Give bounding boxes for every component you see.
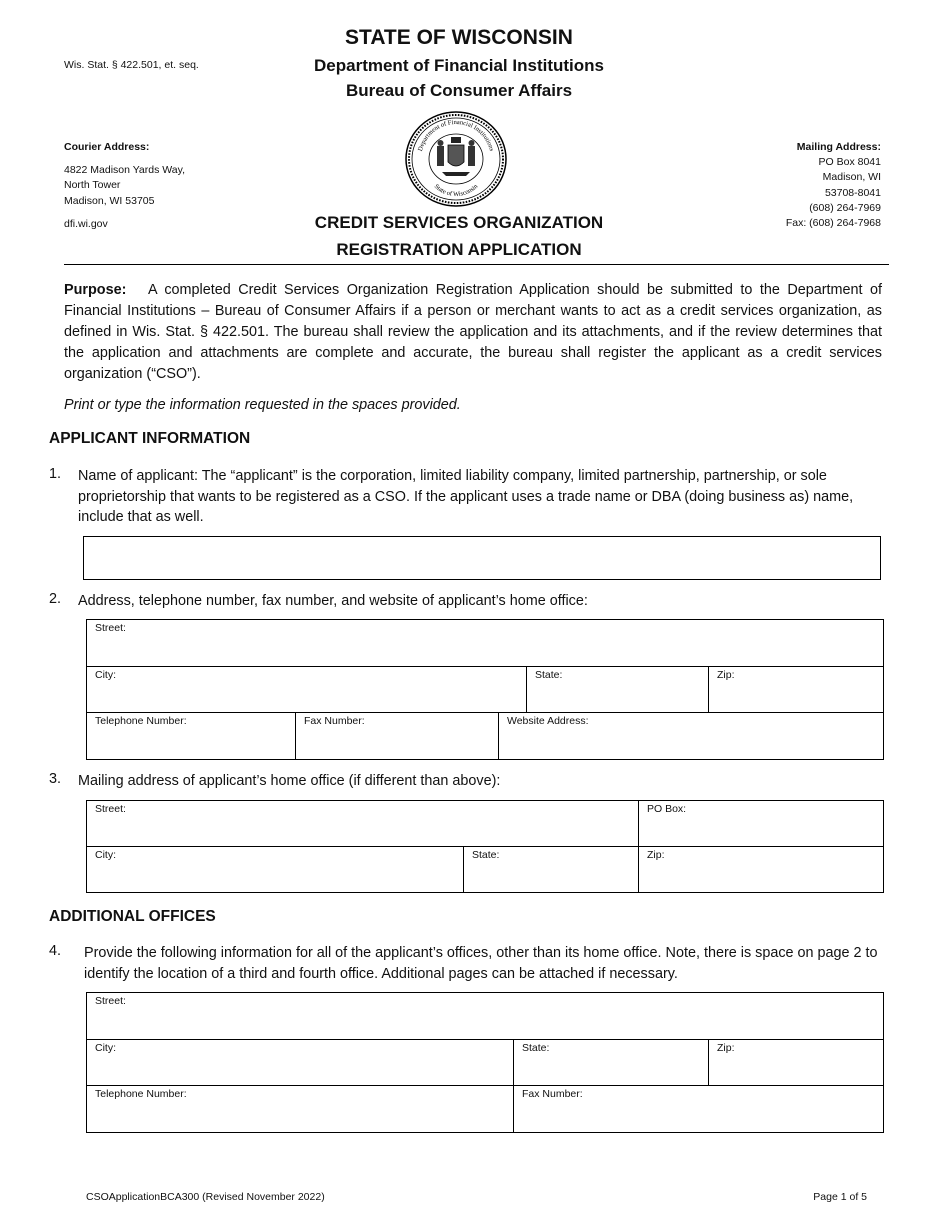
courier-address-block: [64, 140, 264, 232]
question-3-text: Mailing address of applicant’s home office (if different than above):: [78, 773, 501, 789]
header-divider: [64, 264, 889, 265]
street-label: Street:: [95, 622, 126, 634]
office-fax-field[interactable]: [513, 1085, 884, 1133]
courier-address-line3: Madison, WI 53705: [64, 194, 155, 207]
mailing-po-box-field[interactable]: [638, 800, 884, 847]
mailing-address-line1: PO Box 8041: [818, 156, 881, 169]
zip-label: Zip:: [647, 849, 665, 861]
telephone-label: Telephone Number:: [95, 715, 187, 727]
mailing-city-field[interactable]: [86, 846, 464, 893]
fax-label: Fax Number:: [304, 715, 365, 727]
home-office-street-field[interactable]: [86, 619, 884, 667]
state-title: STATE OF WISCONSIN: [345, 26, 573, 49]
courier-address-label: Courier Address:: [64, 141, 150, 153]
form-title-line2: REGISTRATION APPLICATION: [336, 240, 582, 259]
home-office-website-field[interactable]: [498, 712, 884, 760]
purpose-paragraph: [64, 280, 882, 385]
purpose-label: Purpose:: [64, 282, 127, 298]
applicant-name-input[interactable]: [83, 536, 881, 580]
mailing-address-line2: Madison, WI: [822, 171, 881, 184]
statute-reference: Wis. Stat. § 422.501, et. seq.: [64, 59, 199, 71]
home-office-state-field[interactable]: [526, 666, 709, 713]
office-telephone-field[interactable]: [86, 1085, 514, 1133]
question-4-text: Provide the following information for all of the applicant’s offices, other than its home office. Note, there is space on page 2 to identify the location of a third and fourth office. Additional pages can be attached if necessary.: [84, 945, 878, 982]
form-id: CSOApplicationBCA300 (Revised November 2022): [86, 1191, 325, 1203]
website-text: dfi.wi.gov: [64, 217, 108, 230]
street-label: Street:: [95, 803, 126, 815]
state-label: State:: [522, 1042, 550, 1054]
home-office-zip-field[interactable]: [708, 666, 884, 713]
city-label: City:: [95, 669, 116, 681]
mailing-zip-field[interactable]: [638, 846, 884, 893]
office-street-field[interactable]: [86, 992, 884, 1040]
form-title-line1: CREDIT SERVICES ORGANIZATION: [314, 213, 604, 232]
zip-label: Zip:: [717, 1042, 735, 1054]
office-state-field[interactable]: [513, 1039, 709, 1086]
question-1-text: Name of applicant: The “applicant” is the corporation, limited liability company, limited partnership, partnership, or sole proprietorship that wants to be registered as a CSO. If the applicant uses a trade name or DBA (doing business as) name, include that as well.: [78, 468, 854, 525]
home-office-fax-field[interactable]: [295, 712, 499, 760]
mailing-address-line3: 53708-8041: [824, 186, 881, 199]
po-box-label: PO Box:: [647, 803, 687, 815]
state-label: State:: [472, 849, 500, 861]
section-additional-offices: ADDITIONAL OFFICES: [49, 908, 216, 925]
department-title: Department of Financial Institutions: [314, 56, 604, 75]
office-zip-field[interactable]: [708, 1039, 884, 1086]
state-seal-icon: [404, 110, 508, 208]
zip-label: Zip:: [717, 669, 735, 681]
courier-address-line1: 4822 Madison Yards Way,: [64, 164, 186, 177]
website-label: Website Address:: [507, 715, 589, 727]
home-office-city-field[interactable]: [86, 666, 527, 713]
bureau-title: Bureau of Consumer Affairs: [345, 81, 573, 100]
mailing-street-field[interactable]: [86, 800, 639, 847]
state-label: State:: [535, 669, 563, 681]
question-2-number: 2.: [49, 591, 62, 607]
question-1-number: 1.: [49, 466, 62, 482]
question-3-number: 3.: [49, 771, 62, 787]
purpose-text: A completed Credit Services Organization Registration Application should be submitted to the Department of Financial Institutions – Bureau of Consumer Affairs if a person or merchant wants to act as a credit services organization, as defined in Wis. Stat. § 422.501. The bureau shall review the application and its attachments, and if the review determines that the application and attachments are complete and accurate, the bureau shall register the applicant as a credit services organization (“CSO”).: [64, 282, 883, 382]
seal-top-text: Department of Financial Institutions: [416, 118, 496, 153]
mailing-address-label: Mailing Address:: [796, 141, 881, 153]
question-4-number: 4.: [49, 943, 62, 959]
street-label: Street:: [95, 995, 126, 1007]
svg-text:State of Wisconsin: [433, 182, 480, 198]
city-label: City:: [95, 849, 116, 861]
instruction-text: Print or type the information requested in the spaces provided.: [64, 397, 461, 413]
fax-label: Fax Number:: [522, 1088, 583, 1100]
mailing-address-block: [700, 140, 881, 231]
page-number: Page 1 of 5: [813, 1191, 867, 1203]
seal-bottom-text: State of Wisconsin: [432, 182, 480, 199]
courier-address-line2: North Tower: [64, 179, 121, 192]
telephone-label: Telephone Number:: [95, 1088, 187, 1100]
home-office-telephone-field[interactable]: [86, 712, 296, 760]
mailing-state-field[interactable]: [463, 846, 639, 893]
city-label: City:: [95, 1042, 116, 1054]
mailing-phone: (608) 264-7969: [809, 201, 881, 214]
mailing-fax: Fax: (608) 264-7968: [785, 217, 881, 230]
section-applicant-information: APPLICANT INFORMATION: [49, 430, 251, 447]
question-2-text: Address, telephone number, fax number, and website of applicant’s home office:: [78, 593, 588, 609]
office-city-field[interactable]: [86, 1039, 514, 1086]
